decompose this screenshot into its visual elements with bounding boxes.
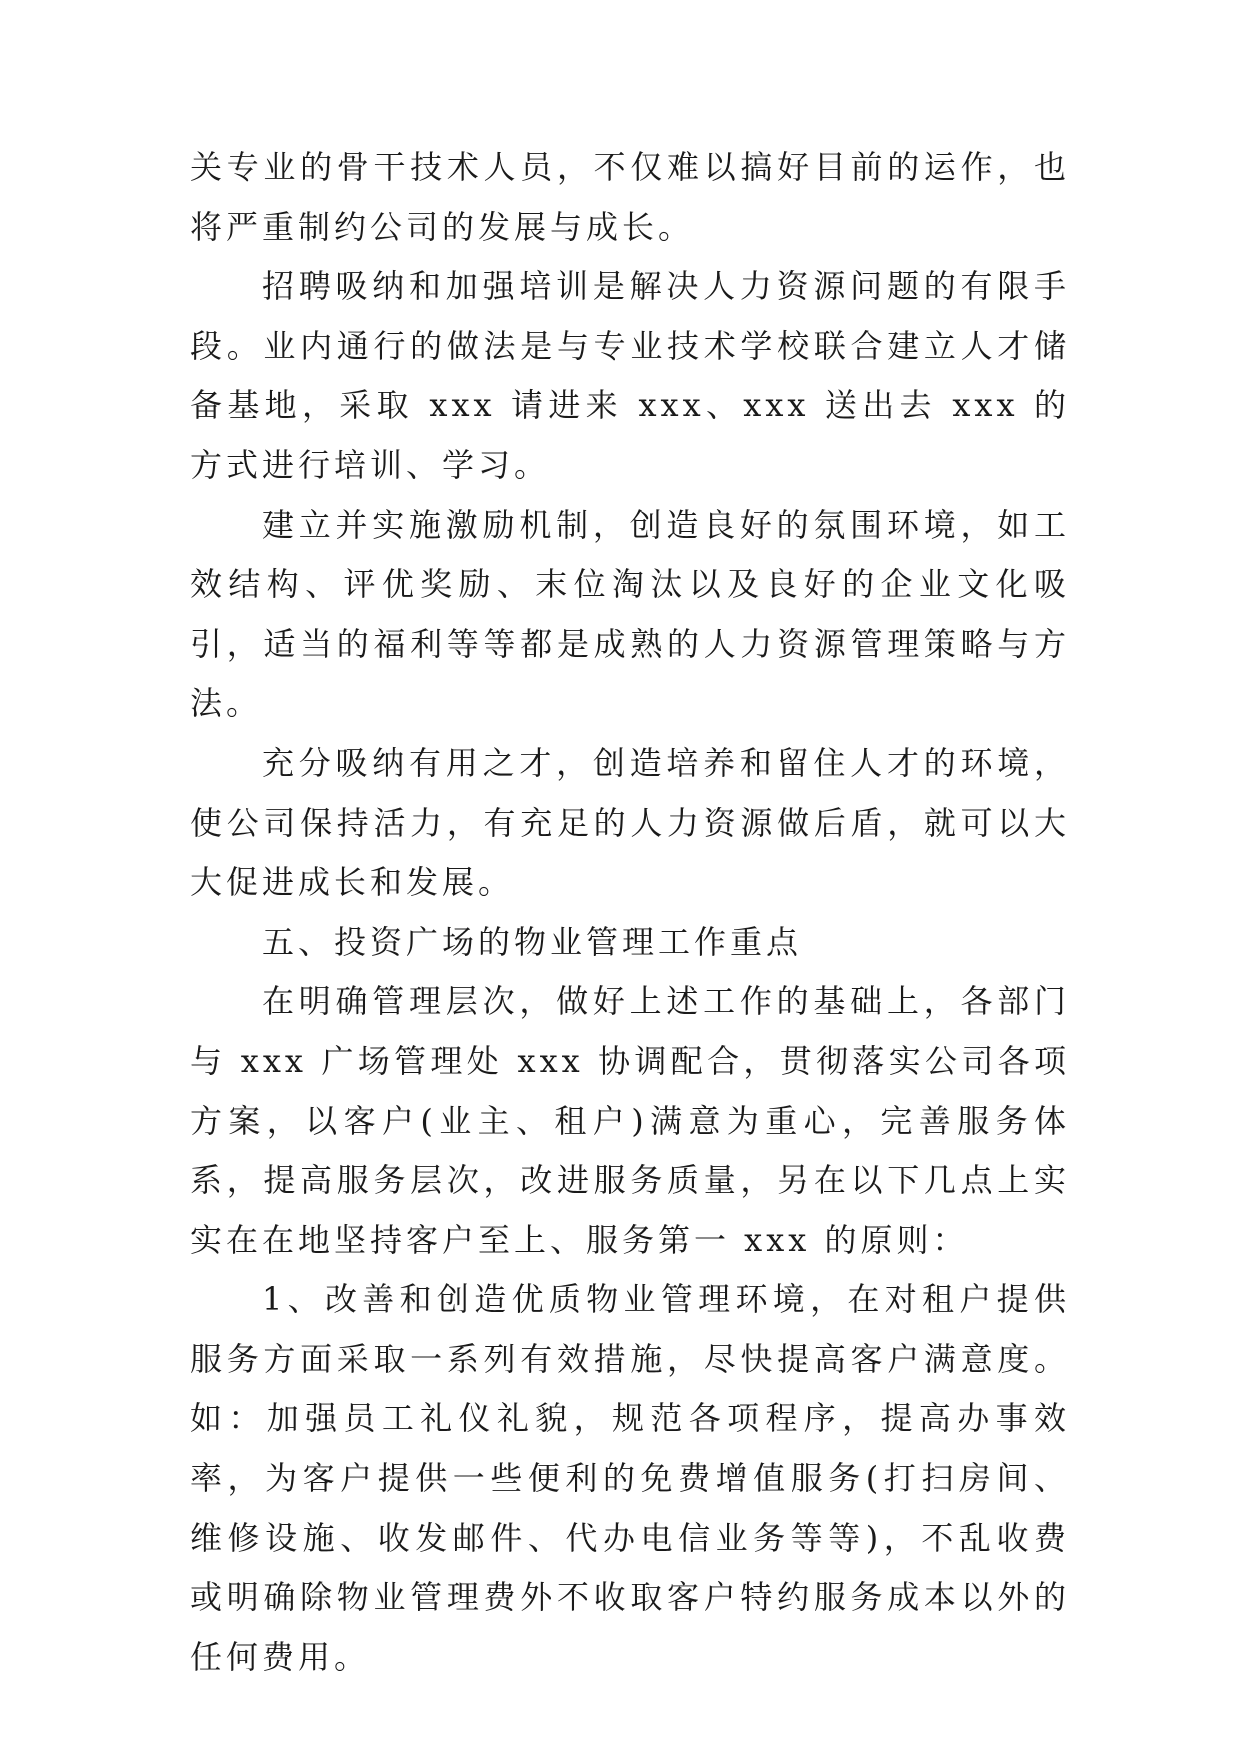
paragraph-management-principles: 在明确管理层次，做好上述工作的基础上，各部门与 xxx 广场管理处 xxx 协调配合，贯彻落实公司各项方案，以客户(业主、租户)满意为重心，完善服务体系，提高服务层次，改进服务质量，另在以下几点上实实在在地坚持客户至上、服务第一 xxx 的原则：: [190, 982, 1070, 1259]
document-body: [190, 138, 1070, 1687]
section-heading-work-focus: 五、投资广场的物业管理工作重点: [262, 922, 803, 961]
paragraph-incentive-mechanism: 建立并实施激励机制，创造良好的氛围环境，如工效结构、评优奖励、末位淘汰以及良好的企业文化吸引，适当的福利等等都是成熟的人力资源管理策略与方法。: [190, 505, 1070, 723]
paragraph-item-1: 1、改善和创造优质物业管理环境，在对租户提供服务方面采取一系列有效措施，尽快提高客户满意度。如：加强员工礼仪礼貌，规范各项程序，提高办事效率，为客户提供一些便利的免费增值服务(打扫房间、维修设施、收发邮件、代办电信业务等等)，不乱收费或明确除物业管理费外不收取客户特约服务成本以外的任何费用。: [190, 1280, 1070, 1676]
paragraph-talent-retention: 充分吸纳有用之才，创造培养和留住人才的环境，使公司保持活力，有充足的人力资源做后盾，就可以大大促进成长和发展。: [190, 743, 1070, 902]
paragraph-continuation: 关专业的骨干技术人员，不仅难以搞好目前的运作，也将严重制约公司的发展与成长。: [190, 148, 1070, 246]
paragraph-recruitment-training: 招聘吸纳和加强培训是解决人力资源问题的有限手段。业内通行的做法是与专业技术学校联合建立人才储备基地，采取 xxx 请进来 xxx、xxx 送出去 xxx 的方式进行培训、学习。: [190, 267, 1070, 484]
